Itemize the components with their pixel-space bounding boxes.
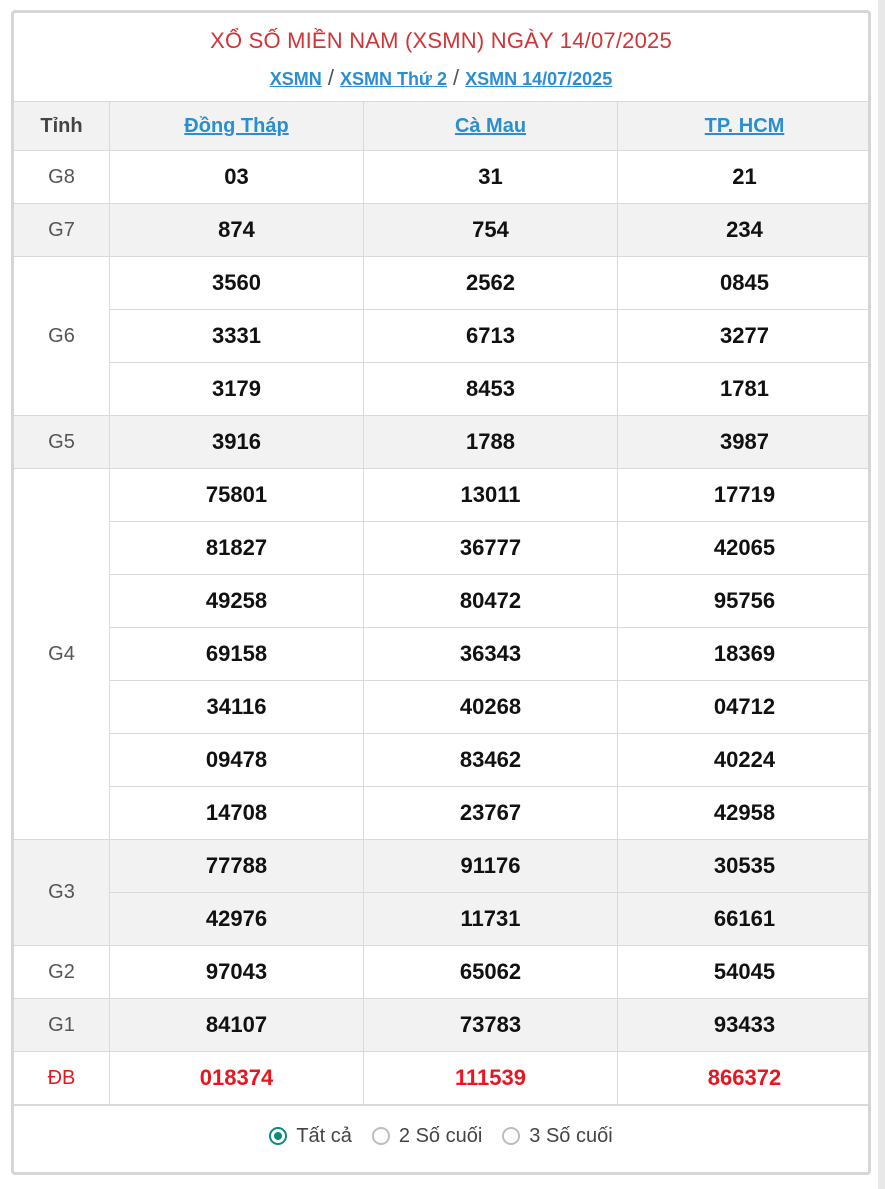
prize-number: 2562 <box>364 257 618 310</box>
prize-row <box>14 151 872 204</box>
prize-number: 23767 <box>364 787 618 840</box>
prize-number: 018374 <box>110 1052 364 1105</box>
prize-number: 49258 <box>110 575 364 628</box>
prize-label: G2 <box>14 946 110 999</box>
prize-number: 754 <box>364 204 618 257</box>
prize-row <box>14 522 872 575</box>
prize-number: 36777 <box>364 522 618 575</box>
prize-number: 77788 <box>110 840 364 893</box>
prize-number: 80472 <box>364 575 618 628</box>
prize-number: 97043 <box>110 946 364 999</box>
breadcrumb-separator: / <box>327 65 334 90</box>
prize-number: 3916 <box>110 416 364 469</box>
prize-row <box>14 681 872 734</box>
prize-row <box>14 416 872 469</box>
page-scrollbar[interactable] <box>878 0 885 1189</box>
prize-row <box>14 1052 872 1105</box>
prize-number: 1788 <box>364 416 618 469</box>
prize-number: 69158 <box>110 628 364 681</box>
prize-number: 73783 <box>364 999 618 1052</box>
prize-row <box>14 363 872 416</box>
prize-number: 42958 <box>618 787 872 840</box>
prize-number: 36343 <box>364 628 618 681</box>
filter-option-label: Tất cả <box>296 1124 352 1147</box>
radio-checked-icon[interactable] <box>269 1127 287 1145</box>
prize-label: G6 <box>14 257 110 416</box>
prize-number: 866372 <box>618 1052 872 1105</box>
prize-row <box>14 575 872 628</box>
prize-number: 42065 <box>618 522 872 575</box>
radio-unchecked-icon[interactable] <box>372 1127 390 1145</box>
breadcrumb-xsmn-thu-2[interactable]: XSMN Thứ 2 <box>339 69 447 89</box>
prize-number: 93433 <box>618 999 872 1052</box>
prize-number: 31 <box>364 151 618 204</box>
breadcrumb-xsmn[interactable]: XSMN <box>269 69 322 89</box>
filter-option-label: 2 Số cuối <box>398 1124 483 1147</box>
prize-number: 0845 <box>618 257 872 310</box>
prize-number: 234 <box>618 204 872 257</box>
prize-number: 42976 <box>110 893 364 946</box>
prize-number: 30535 <box>618 840 872 893</box>
prize-number: 81827 <box>110 522 364 575</box>
prize-number: 3331 <box>110 310 364 363</box>
prize-number: 3987 <box>618 416 872 469</box>
filter-option-last-2[interactable] <box>372 1125 482 1148</box>
prize-row <box>14 946 872 999</box>
prize-label: ĐB <box>14 1052 110 1105</box>
prize-number: 111539 <box>364 1052 618 1105</box>
prize-number: 75801 <box>110 469 364 522</box>
prize-number: 14708 <box>110 787 364 840</box>
prize-number: 91176 <box>364 840 618 893</box>
prize-number: 66161 <box>618 893 872 946</box>
prize-number: 1781 <box>618 363 872 416</box>
prize-row <box>14 734 872 787</box>
prize-row <box>14 840 872 893</box>
province-column-header: Tỉnh <box>14 102 110 151</box>
prize-row <box>14 310 872 363</box>
prize-label: G3 <box>14 840 110 946</box>
prize-number: 6713 <box>364 310 618 363</box>
prize-number: 18369 <box>618 628 872 681</box>
prize-row <box>14 628 872 681</box>
breadcrumb-separator: / <box>452 65 460 90</box>
prize-number: 40268 <box>364 681 618 734</box>
results-card <box>11 10 871 1175</box>
table-header-row <box>14 102 872 151</box>
results-header <box>14 13 868 101</box>
province-link-dong-thap[interactable]: Đồng Tháp <box>184 114 289 137</box>
prize-number: 3179 <box>110 363 364 416</box>
prize-number: 84107 <box>110 999 364 1052</box>
prize-row <box>14 893 872 946</box>
page-title: XỔ SỐ MIỀN NAM (XSMN) NGÀY 14/07/2025 <box>210 28 672 53</box>
filter-option-all[interactable] <box>269 1125 352 1148</box>
breadcrumb-xsmn-date[interactable]: XSMN 14/07/2025 <box>465 69 613 89</box>
prize-number: 04712 <box>618 681 872 734</box>
radio-unchecked-icon[interactable] <box>502 1127 520 1145</box>
prize-label: G8 <box>14 151 110 204</box>
results-body <box>14 151 872 1105</box>
digit-filter <box>14 1105 868 1166</box>
prize-number: 09478 <box>110 734 364 787</box>
prize-number: 40224 <box>618 734 872 787</box>
prize-number: 11731 <box>364 893 618 946</box>
prize-number: 8453 <box>364 363 618 416</box>
prize-number: 83462 <box>364 734 618 787</box>
prize-number: 17719 <box>618 469 872 522</box>
prize-number: 54045 <box>618 946 872 999</box>
prize-label: G1 <box>14 999 110 1052</box>
prize-label: G5 <box>14 416 110 469</box>
prize-number: 34116 <box>110 681 364 734</box>
prize-row <box>14 469 872 522</box>
province-header <box>618 102 872 151</box>
province-header <box>110 102 364 151</box>
prize-row <box>14 257 872 310</box>
prize-number: 13011 <box>364 469 618 522</box>
prize-label: G7 <box>14 204 110 257</box>
prize-number: 21 <box>618 151 872 204</box>
prize-number: 65062 <box>364 946 618 999</box>
prize-number: 3277 <box>618 310 872 363</box>
results-table <box>13 101 871 1105</box>
prize-row <box>14 204 872 257</box>
prize-number: 3560 <box>110 257 364 310</box>
province-link-tp-hcm[interactable]: TP. HCM <box>704 114 785 137</box>
prize-label: G4 <box>14 469 110 840</box>
province-header <box>364 102 618 151</box>
prize-row <box>14 999 872 1052</box>
breadcrumb <box>14 67 868 90</box>
prize-row <box>14 787 872 840</box>
prize-number: 95756 <box>618 575 872 628</box>
filter-option-last-3[interactable] <box>502 1125 612 1148</box>
filter-option-label: 3 Số cuối <box>529 1124 613 1147</box>
prize-number: 874 <box>110 204 364 257</box>
province-link-ca-mau[interactable]: Cà Mau <box>454 114 527 137</box>
prize-number: 03 <box>110 151 364 204</box>
